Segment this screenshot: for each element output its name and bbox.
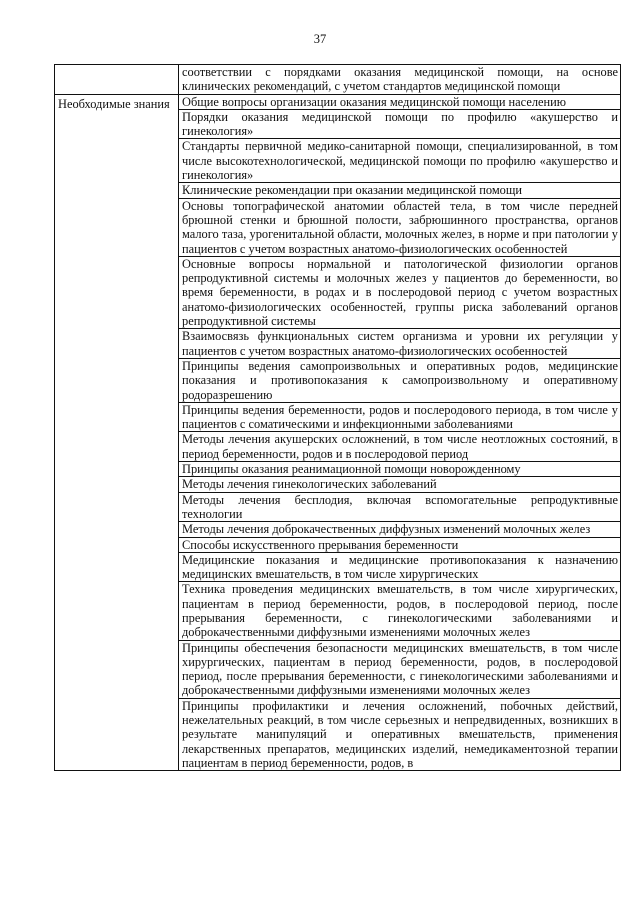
- knowledge-item: Методы лечения доброкачественных диффузных изменений молочных желез: [179, 522, 621, 537]
- knowledge-item: Методы лечения гинекологических заболеваний: [179, 477, 621, 492]
- table-row-continued: [55, 65, 621, 95]
- knowledge-item: Принципы ведения беременности, родов и послеродового периода, в том числе у пациентов с соматическими и инфекционными заболеваниями: [179, 402, 621, 432]
- continued-text-cell: соответствии с порядками оказания медицинской помощи, на основе клинических рекомендаций, с учетом стандартов медицинской помощи: [179, 65, 621, 95]
- knowledge-item: Принципы ведения самопроизвольных и оперативных родов, медицинские показания и противопоказания к самопроизвольному и оперативному родоразрешению: [179, 358, 621, 402]
- section-label: Необходимые знания: [58, 96, 170, 111]
- section-label-cell: [55, 94, 179, 771]
- empty-label-cell: [55, 65, 179, 95]
- knowledge-table: [54, 64, 621, 771]
- knowledge-item: Способы искусственного прерывания беременности: [179, 537, 621, 552]
- knowledge-item: Общие вопросы организации оказания медицинской помощи населению: [179, 94, 621, 109]
- knowledge-item: Взаимосвязь функциональных систем организма и уровни их регуляции у пациентов с учетом возрастных анатомо-физиологических особенностей: [179, 329, 621, 359]
- knowledge-item: Порядки оказания медицинской помощи по профилю «акушерство и гинекология»: [179, 109, 621, 139]
- knowledge-item: Методы лечения акушерских осложнений, в том числе неотложных состояний, в период беременности, родов и в послеродовой период: [179, 432, 621, 462]
- knowledge-item: Медицинские показания и медицинские противопоказания к назначению медицинских вмешательств, в том числе хирургических: [179, 552, 621, 582]
- knowledge-item: Техника проведения медицинских вмешательств, в том числе хирургических, пациентам в период беременности, родов, в послеродовой период, после прерывания беременности, с гинекологическими заболеваниями и доброкачественными диффузными изменениями молочных желез: [179, 582, 621, 640]
- knowledge-item: Стандарты первичной медико-санитарной помощи, специализированной, в том числе высокотехнологической, медицинской помощи по профилю «акушерство и гинекология»: [179, 139, 621, 183]
- knowledge-item: Методы лечения бесплодия, включая вспомогательные репродуктивные технологии: [179, 492, 621, 522]
- knowledge-item: Принципы оказания реанимационной помощи новорожденному: [179, 462, 621, 477]
- knowledge-item: Основы топографической анатомии областей тела, в том числе передней брюшной стенки и брюшной полости, забрюшинного пространства, органов малого таза, урогенитальной области, молочных желез, в норме и при патологии у пациентов с учетом возрастных анатомо-физиологических особенностей: [179, 198, 621, 256]
- knowledge-item: Принципы профилактики и лечения осложнений, побочных действий, нежелательных реакций, в том числе серьезных и непредвиденных, возникших в результате манипуляций и оперативных вмешательств, применения лекарственных препаратов, медицинских изделий, немедикаментозной терапии пациентам в период беременности, родов, в: [179, 698, 621, 770]
- knowledge-item: Клинические рекомендации при оказании медицинской помощи: [179, 183, 621, 198]
- knowledge-item: Основные вопросы нормальной и патологической физиологии органов репродуктивной системы и молочных желез у пациентов до беременности, во время беременности, в родах и в послеродовой период с учетом возрастных анатомо-физиологических особенностей, группы риска заболеваний органов репродуктивной системы: [179, 256, 621, 328]
- knowledge-item: Принципы обеспечения безопасности медицинских вмешательств, в том числе хирургических, пациентам в период беременности, родов, в послеродовой период, после прерывания беременности, с гинекологическими заболеваниями и доброкачественными диффузными изменениями молочных желез: [179, 640, 621, 698]
- page-number: 37: [313, 32, 327, 46]
- table-row: [55, 94, 621, 109]
